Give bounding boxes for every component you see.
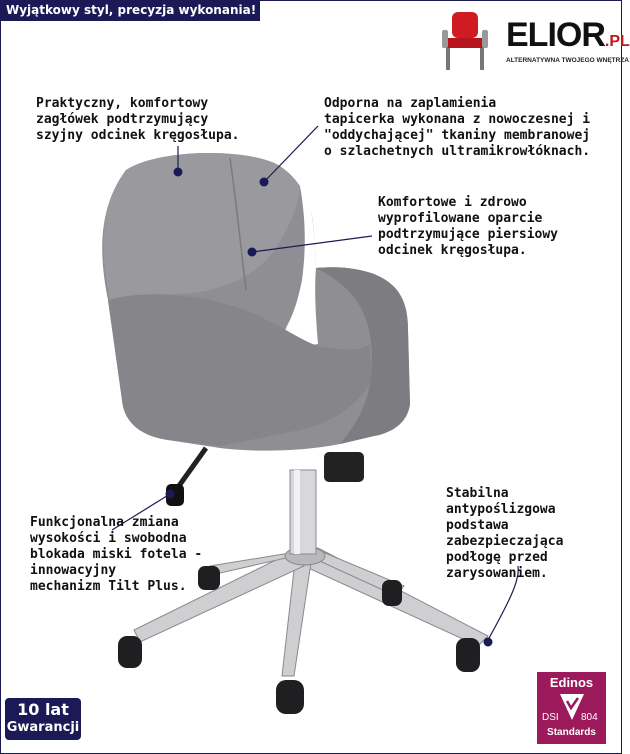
- brand-tagline: ALTERNATYWNA TWOJEGO WNĘTRZA: [506, 57, 630, 64]
- mechanism-block: [324, 452, 364, 482]
- certificate-name: Edinos: [549, 675, 594, 690]
- feature-mechanism: Funkcjonalna zmiana wysokości i swobodna blokada miski fotela - innowacyjny mechanizm Tilt Plus.: [30, 515, 203, 594]
- feature-backrest: Komfortowe i zdrowo wyprofilowane oparcie podtrzymujące piersiowy odcinek kręgosłupa.: [378, 195, 559, 258]
- certificate-label: Standards: [547, 727, 596, 738]
- tilt-lever: [176, 448, 206, 490]
- certificate-code-right: 804: [581, 712, 598, 723]
- certificate-badge: [537, 672, 606, 744]
- feature-headrest: Praktyczny, komfortowy zagłówek podtrzymujący szyjny odcinek kręgosłupa.: [36, 96, 240, 143]
- warranty-label: Gwarancji: [6, 720, 80, 735]
- gas-lift: [290, 470, 316, 554]
- warranty-years: 10 lat: [17, 700, 69, 719]
- feature-upholstery: Odporna na zaplamienia tapicerka wykonana z nowoczesnej i "oddychającej" tkaniny membranowej o szlachetnych ultramikrowłóknach.: [324, 96, 591, 159]
- brand-name: ELIOR.PL: [506, 16, 630, 54]
- feature-base: Stabilna antypoślizgowa podstawa zabezpieczająca podłogę przed zarysowaniem.: [446, 486, 564, 581]
- chair-seat-shell: [102, 153, 410, 451]
- certificate-code-left: DSI: [542, 712, 559, 723]
- tagline-text: Wyjątkowy styl, precyzja wykonania!: [6, 3, 257, 17]
- warranty-badge: [5, 698, 81, 740]
